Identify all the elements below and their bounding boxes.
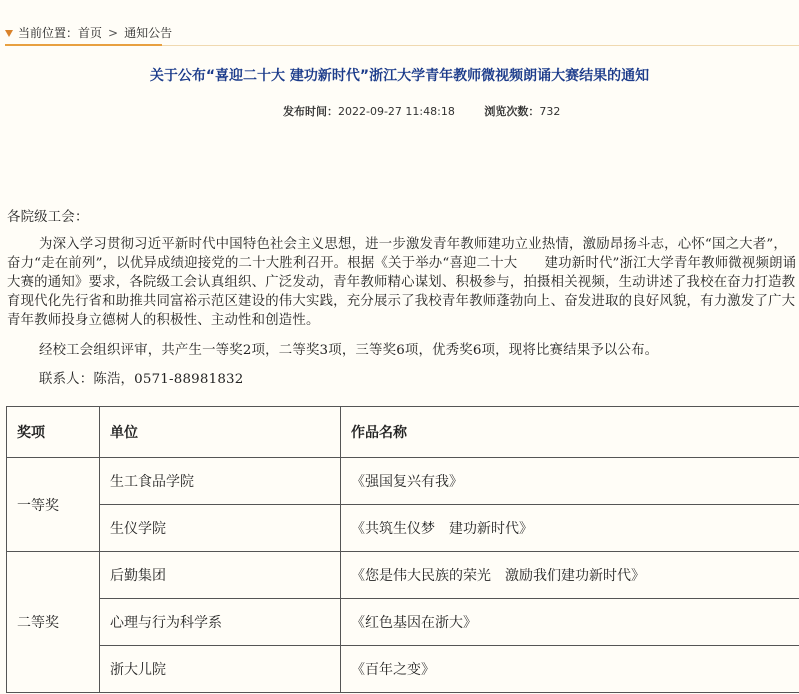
breadcrumb-divider xyxy=(162,45,799,46)
breadcrumb-separator: > xyxy=(108,25,119,40)
work-cell: 《红色基因在浙大》 xyxy=(341,599,799,646)
views-label: 浏览次数： xyxy=(484,105,540,118)
contact-line: 联系人：陈浩，0571-88981832 xyxy=(39,372,244,387)
breadcrumb-label: 当前位置： xyxy=(18,26,79,40)
unit-cell: 心理与行为科学系 xyxy=(100,599,341,646)
table-row xyxy=(7,505,799,552)
work-cell: 《共筑生仪梦 建功新时代》 xyxy=(341,505,799,552)
table-row xyxy=(7,552,799,599)
breadcrumb-home-link[interactable]: 首页 xyxy=(78,26,103,40)
table-header-row xyxy=(7,407,799,458)
location-pin-icon xyxy=(5,30,13,37)
table-row xyxy=(7,646,799,693)
work-cell: 《您是伟大民族的荣光 激励我们建功新时代》 xyxy=(341,552,799,599)
awards-table xyxy=(6,406,799,693)
award-cell: 一等奖 xyxy=(7,458,100,552)
paragraph-result: 经校工会组织评审，共产生一等奖2项，二等奖3项，三等奖6项，优秀奖6项，现将比赛结果予以公布。 xyxy=(39,343,659,358)
publish-time-value: 2022-09-27 11:48:18 xyxy=(338,105,455,118)
header-award: 奖项 xyxy=(7,407,100,458)
article-title: 关于公布“喜迎二十大 建功新时代”浙江大学青年教师微视频朗诵大赛结果的通知 xyxy=(149,68,650,84)
work-cell: 《强国复兴有我》 xyxy=(341,458,799,505)
header-unit: 单位 xyxy=(100,407,341,458)
unit-cell: 浙大儿院 xyxy=(100,646,341,693)
breadcrumb xyxy=(0,0,799,46)
unit-cell: 生仪学院 xyxy=(100,505,341,552)
views-value: 732 xyxy=(539,105,561,118)
article-meta xyxy=(283,103,560,119)
publish-time-label: 发布时间： xyxy=(283,105,338,118)
award-cell: 二等奖 xyxy=(7,552,100,693)
unit-cell: 生工食品学院 xyxy=(100,458,341,505)
paragraph-intro: 为深入学习贯彻习近平新时代中国特色社会主义思想，进一步激发青年教师建功立业热情，激励昂扬斗志，心怀“国之大者”，奋力“走在前列”，以优异成绩迎接党的二十大胜利召开。根据《关于举办“喜迎二十大 建功新时代”浙江大学青年教师微视频朗诵大赛的通知》要求，各院级工会认真组织、广泛发动，青年教师精心谋划、积极参与，拍摄相关视频，生动讲述了我校在奋力打造教育现代化先行省和助推共同富裕示范区建设的伟大实践，充分展示了我校青年教师蓬勃向上、奋发进取的良好风貌，有力激发了广大青年教师投身立德树人的积极性、主动性和创造性。 xyxy=(7,237,797,328)
work-cell: 《百年之变》 xyxy=(341,646,799,693)
article-body xyxy=(7,208,799,389)
table-row xyxy=(7,458,799,505)
header-work: 作品名称 xyxy=(341,407,799,458)
salutation: 各院级工会： xyxy=(7,210,89,225)
breadcrumb-accent-line xyxy=(5,44,162,46)
table-row xyxy=(7,599,799,646)
breadcrumb-current-link[interactable]: 通知公告 xyxy=(124,26,173,40)
unit-cell: 后勤集团 xyxy=(100,552,341,599)
